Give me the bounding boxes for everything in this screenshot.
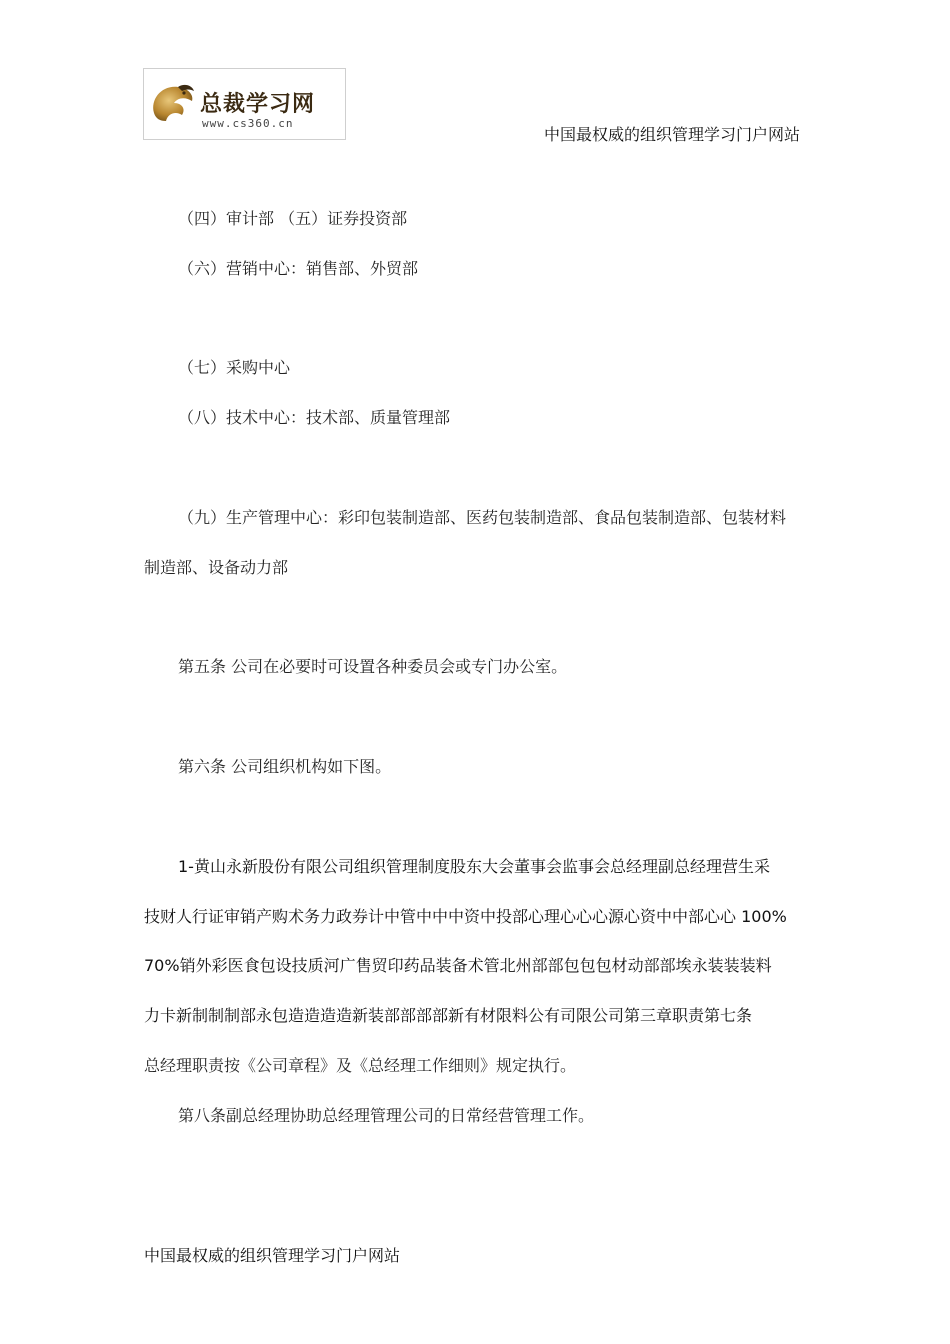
eagle-logo-icon [148,79,196,131]
paragraph-line: （六）营销中心：销售部、外贸部 [178,259,419,278]
site-logo [143,68,346,140]
paragraph-line: 第八条副总经理协助总经理管理公司的日常经营管理工作。 [178,1106,595,1125]
footer-tagline: 中国最权威的组织管理学习门户网站 [144,1246,401,1265]
header-tagline: 中国最权威的组织管理学习门户网站 [543,125,800,144]
paragraph-line: （四）审计部 （五）证券投资部 [178,209,408,228]
paragraph-line: 力卡新制制制部永包造造造造新装部部部部新有材限料公有司限公司第三章职责第七条 [144,1006,753,1025]
paragraph-line: （九）生产管理中心：彩印包装制造部、医药包装制造部、食品包装制造部、包装材料 [178,508,787,527]
logo-title: 总裁学习网 [200,92,316,117]
paragraph-line: 第六条 公司组织机构如下图。 [178,757,392,776]
paragraph-line: 总经理职责按《公司章程》及《总经理工作细则》规定执行。 [144,1056,577,1075]
paragraph-line: 第五条 公司在必要时可设置各种委员会或专门办公室。 [178,657,568,676]
paragraph-line: 制造部、设备动力部 [144,558,289,577]
logo-url: www.cs360.cn [202,117,294,130]
paragraph-line: 1-黄山永新股份有限公司组织管理制度股东大会董事会监事会总经理副总经理营生采 [178,857,770,876]
paragraph-line: （八）技术中心：技术部、质量管理部 [178,408,451,427]
paragraph-line: （七）采购中心 [178,358,291,377]
paragraph-line: 70%销外彩医食包设技质河广售贸印药品装备术管北州部部包包包材动部部埃永装装装料 [144,956,772,975]
paragraph-line: 技财人行证审销产购术务力政券计中管中中中资中投部心理心心心源心资中中部心心 100% [144,907,787,926]
